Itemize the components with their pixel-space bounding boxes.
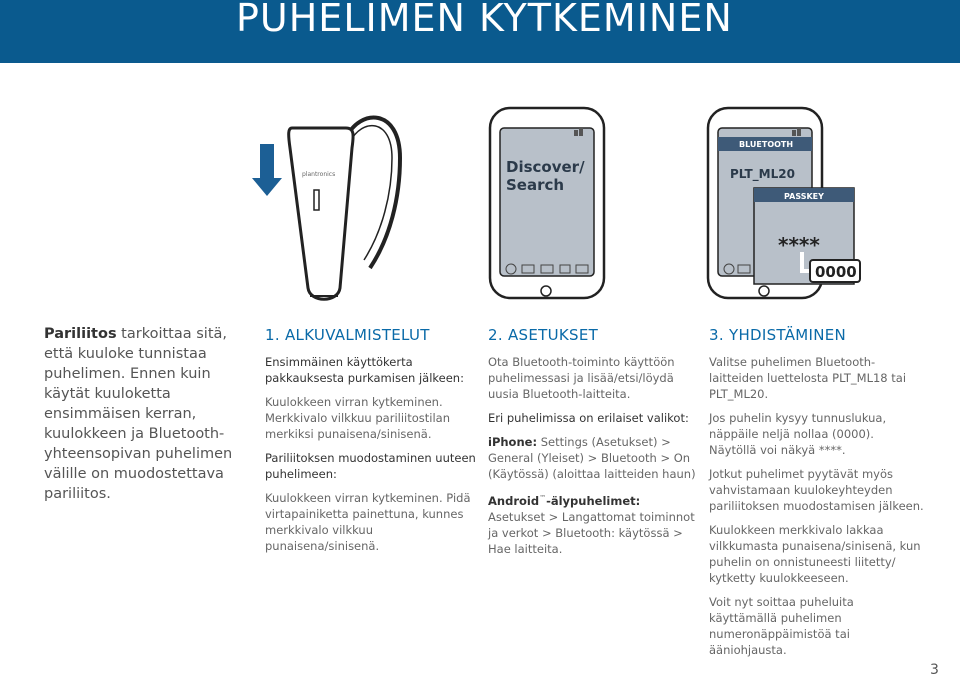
step3-p4: Kuulokkeen merkkivalo lakkaa vilkkumasta punaisena/sinisenä, kun puhelin on onnistuneesti liitetty/ kytketty kuulokkeeseen.	[709, 523, 921, 585]
step2-lead: Eri puhelimissa on erilaiset valikot:	[488, 411, 689, 425]
step1-column	[265, 326, 480, 562]
step2-text1: Ota Bluetooth-toiminto käyttöön puhelimessasi ja lisää/etsi/löydä uusia Bluetooth-laitteita.	[488, 355, 675, 401]
step2-column	[488, 326, 700, 565]
headset-body	[289, 128, 353, 299]
step1-text1: Kuulokkeen virran kytkeminen. Merkkivalo vilkkuu pariliitostilan merkiksi punaisena/sinisenä.	[265, 395, 450, 441]
press-arrow-icon	[252, 116, 282, 196]
passkey-stars: ****	[778, 233, 820, 257]
headset-brand: plantronics	[302, 171, 336, 178]
discover-text-line1: Discover/	[506, 158, 585, 176]
page-header	[0, 0, 960, 63]
step2-iphone	[488, 434, 700, 482]
page-number: 3	[930, 662, 939, 678]
android-text: Asetukset > Langattomat toiminnot ja verkot > Bluetooth: käytössä > Hae laitteita.	[488, 509, 695, 556]
passkey-code: 0000	[815, 263, 857, 281]
step3-p2: Jos puhelin kysyy tunnuslukua, näppäile neljä nollaa (0000). Näytöllä voi näkyä ****.	[709, 411, 887, 457]
step3-p5: Voit nyt soittaa puheluita käyttämällä puhelimen numeronäppäimistöä tai ääniohjausta.	[709, 595, 854, 657]
intro-bold-term: Pariliitos	[44, 326, 117, 342]
step2-android	[488, 490, 700, 557]
step3-heading: 3. YHDISTÄMINEN	[709, 326, 847, 344]
android-label-suffix: -älypuhelimet:	[546, 493, 641, 508]
phone-screen	[500, 128, 594, 276]
android-label: Android	[488, 493, 540, 508]
step1-lead2: Pariliitoksen muodostaminen uuteen puhelimeen:	[265, 451, 476, 481]
phone-pairing-illustration	[706, 106, 866, 302]
step1-text2: Kuulokkeen virran kytkeminen. Pidä virtapainiketta painettuna, kunnes merkkivalo vilkkuu punaisena/sinisenä.	[265, 491, 471, 553]
intro-paragraph	[44, 324, 254, 504]
trademark-mark: ™	[539, 494, 547, 502]
headset-illustration	[250, 98, 410, 314]
device-name: PLT_ML20	[730, 167, 795, 181]
discover-text-line2: Search	[506, 176, 565, 194]
bluetooth-header-text: BLUETOOTH	[739, 140, 794, 149]
page-title: PUHELIMEN KYTKEMINEN	[236, 0, 733, 40]
iphone-label: iPhone:	[488, 435, 538, 449]
step3-p1: Valitse puhelimen Bluetooth-laitteiden luettelosta PLT_ML18 tai PLT_ML20.	[709, 355, 907, 401]
step1-heading: 1. ALKUVALMISTELUT	[265, 326, 430, 344]
intro-text: tarkoittaa sitä, että kuuloke tunnistaa puhelimen. Ennen kuin käytät kuuloketta ensimmäisen kerran, kuulokkeen ja Bluetooth-yhteensopivan puhelimen välille on muodostettava pariliitos.	[44, 326, 233, 502]
phone-discover-illustration	[488, 106, 608, 302]
passkey-label: PASSKEY	[784, 192, 824, 201]
step1-lead1: Ensimmäinen käyttökerta pakkauksesta purkamisen jälkeen:	[265, 355, 464, 385]
step3-column	[709, 326, 924, 666]
iphone-text: Settings (Asetukset) > General (Yleiset) > Bluetooth > On (Käytössä) (aloittaa laitteiden haun)	[488, 435, 696, 481]
step2-heading: 2. ASETUKSET	[488, 326, 599, 344]
step3-p3: Jotkut puhelimet pyytävät myös vahvistamaan kuulokeyhteyden pariliitoksen muodostamisen jälkeen.	[709, 467, 924, 513]
